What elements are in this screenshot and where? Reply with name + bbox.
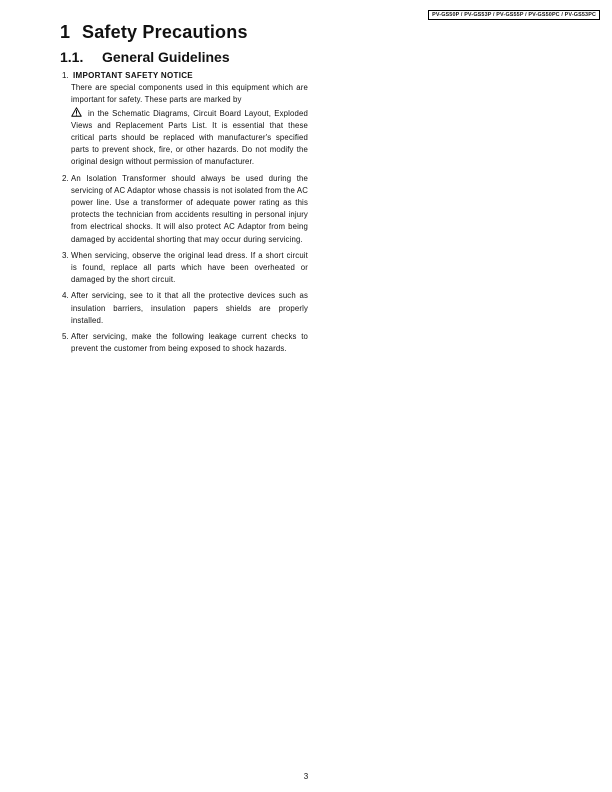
list-item-number: 4.: [62, 291, 69, 301]
page-number: 3: [303, 772, 309, 781]
section-title-text: General Guidelines: [102, 49, 230, 65]
list-item-number: 1.: [62, 71, 69, 80]
guidelines-list: [62, 70, 308, 359]
list-item: [62, 250, 308, 287]
chapter-title: [60, 22, 248, 43]
list-item-text: An Isolation Transformer should always be used during the servicing of AC Adaptor whose chassis is not isolated from the AC power line. Use a transformer of adequate power rating as this protects the technician from accidents resulting in personal injury from electrical shocks. It will also protect AC Adaptor from being damaged by accidental shorting that may occur during servicing.: [71, 173, 308, 244]
list-item: [62, 290, 308, 327]
list-item-text: When servicing, observe the original lead dress. If a short circuit is found, replace all parts which have been overheated or damaged by the short circuit.: [71, 250, 308, 285]
list-item: [62, 173, 308, 246]
list-item: [62, 331, 308, 355]
list-item-number: 2.: [62, 173, 69, 183]
safety-notice-text-part1: There are special components used in this equipment which are important for safety. These parts are marked by: [71, 83, 308, 105]
important-safety-notice-heading: IMPORTANT SAFETY NOTICE: [73, 71, 193, 80]
section-number: 1.1.: [60, 49, 84, 65]
list-item: [62, 70, 308, 169]
warning-triangle-icon: [71, 107, 82, 117]
list-item-text: [71, 82, 308, 168]
list-item-text: After servicing, see to it that all the protective devices such as insulation barriers, insulation papers shields are properly installed.: [71, 291, 308, 325]
list-item-number: 3.: [62, 250, 69, 260]
section-title: [60, 49, 230, 65]
list-item-text: After servicing, make the following leakage current checks to prevent the customer from being exposed to shock hazards.: [71, 332, 308, 354]
list-item-number: 5.: [62, 332, 69, 342]
chapter-title-text: Safety Precautions: [82, 22, 248, 42]
safety-notice-text-part2: in the Schematic Diagrams, Circuit Board Layout, Exploded Views and Replacement Parts List. It is essential that these critical parts should be replaced with manufacturer's specified parts to prevent shock, fire, or other hazards. Do not modify the original design without permission of manufacturer.: [71, 108, 308, 167]
model-number-header: PV-GS50P / PV-GS53P / PV-GS55P / PV-GS50PC / PV-GS53PC: [428, 10, 600, 20]
chapter-number: 1: [60, 22, 71, 42]
